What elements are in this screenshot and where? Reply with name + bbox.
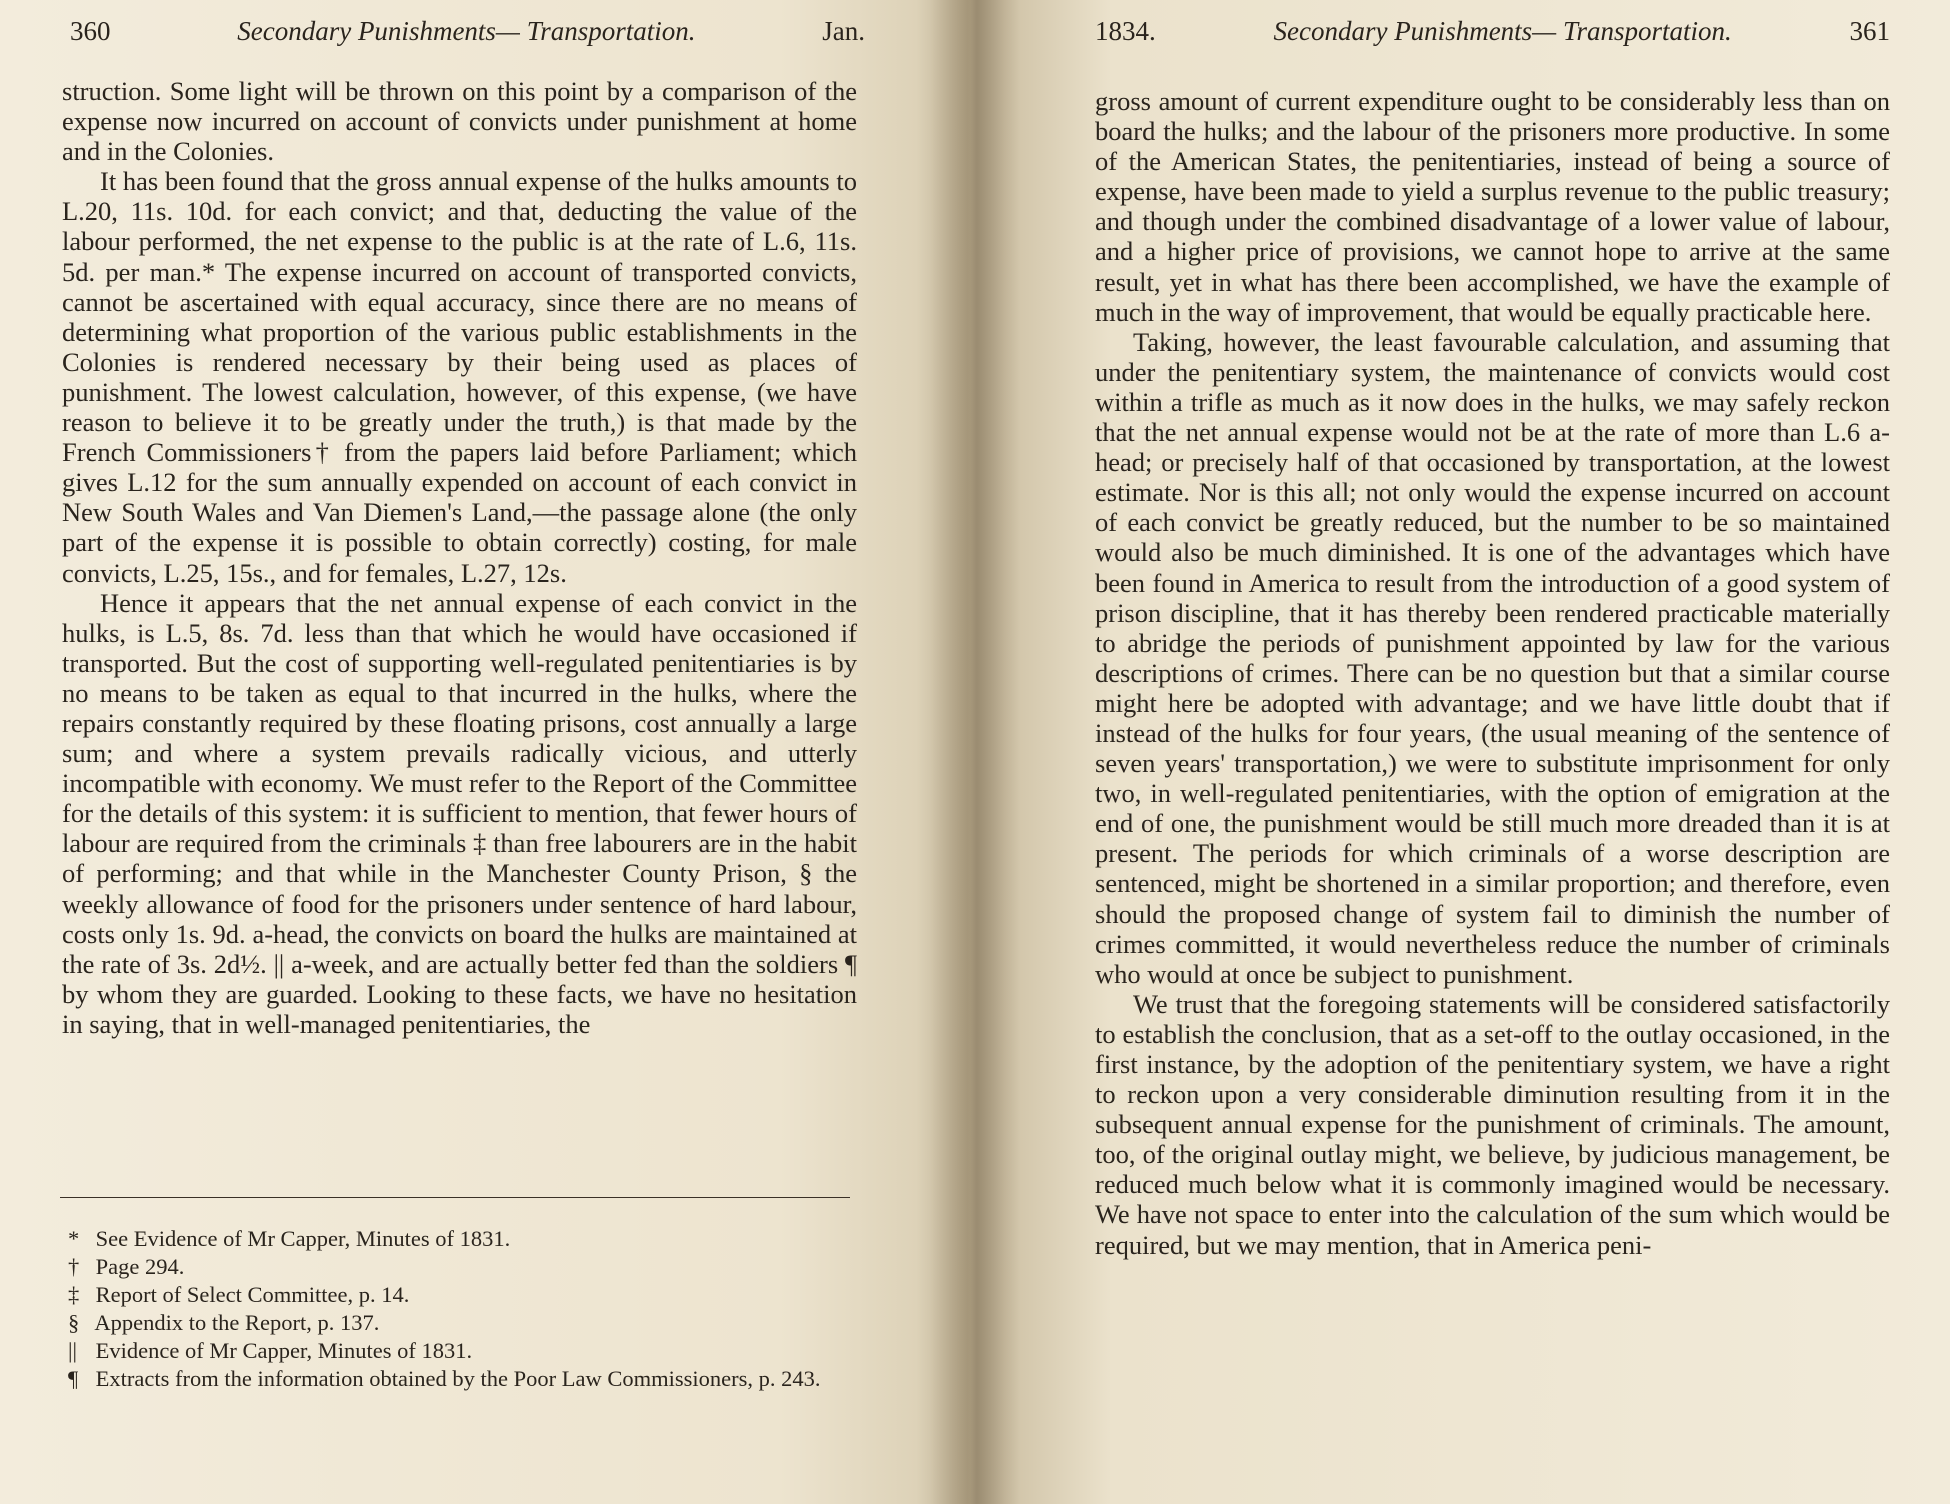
footnote-mark: †	[68, 1254, 80, 1279]
right-body-text	[1095, 86, 1890, 1260]
right-page	[975, 0, 1950, 1504]
right-running-title: Secondary Punishments— Transportation.	[1273, 16, 1732, 46]
right-page-number: 361	[1849, 16, 1890, 46]
footnote	[58, 1365, 858, 1393]
footnote	[58, 1309, 858, 1337]
footnote-mark: ||	[68, 1338, 78, 1363]
footnote-mark: §	[68, 1310, 80, 1335]
footnote	[58, 1225, 858, 1253]
left-running-title: Secondary Punishments— Transportation.	[237, 16, 696, 46]
left-page-number: 360	[70, 16, 111, 46]
footnote-mark: ‡	[68, 1282, 80, 1307]
left-paragraph-1: struction. Some light will be thrown on this point by a comparison of the expense now incurred on account of convicts under punishment at home and in the Colonies.	[62, 76, 857, 167]
footnote-text: Extracts from the information obtained by the Poor Law Commissioners, p. 243.	[95, 1366, 821, 1391]
footnote-text: Report of Select Committee, p. 14.	[95, 1282, 410, 1307]
left-running-head	[70, 16, 865, 56]
footnote-divider	[60, 1197, 850, 1198]
footnote	[58, 1281, 858, 1309]
right-paragraph-3: We trust that the foregoing statements will be considered satisfactorily to establish the conclusion, that as a set-off to the outlay occasioned, in the first instance, by the adoption of the penitentiary system, we have a right to reckon upon a very considerable diminution resulting from it in the subsequent annual expense for the punishment of criminals. The amount, too, of the original outlay might, we believe, by judicious management, be reduced much below what it is commonly imagined would be necessary. We have not space to enter into the calculation of the sum which would be required, but we may mention, that in America peni-	[1095, 988, 1890, 1260]
left-paragraph-3: Hence it appears that the net annual expense of each convict in the hulks, is L.5, 8s. 7d. less than that which he would have occasioned if transported. But the cost of supporting well-regulated penitentiaries is by no means to be taken as equal to that incurred in the hulks, where the repairs constantly required by these floating prisons, cost annually a large sum; and where a system prevails radically vicious, and utterly incompatible with economy. We must refer to the Report of the Committee for the details of this system: it is sufficient to mention, that fewer hours of labour are required from the criminals ‡ than free labourers are in the habit of performing; and that while in the Manchester County Prison, § the weekly allowance of food for the prisoners under sentence of hard labour, costs only 1s. 9d. a-head, the convicts on board the hulks are maintained at the rate of 3s. 2d½. || a-week, and are actually better fed than the soldiers ¶ by whom they are guarded. Looking to these facts, we have no hesitation in saying, that in well-managed penitentiaries, the	[62, 587, 857, 1039]
footnote-text: Appendix to the Report, p. 137.	[94, 1310, 380, 1335]
right-running-head	[1095, 16, 1890, 56]
footnote	[58, 1253, 858, 1281]
footnote	[58, 1337, 858, 1365]
right-paragraph-2: Taking, however, the least favourable calculation, and assuming that under the penitentiary system, the maintenance of convicts would cost within a trifle as much as it now does in the hulks, we may safely reckon that the net annual expense would not be at the rate of more than L.6 a-head; or precisely half of that occasioned by transportation, at the lowest estimate. Nor is this all; not only would the expense incurred on account of each convict be greatly reduced, but the number to be so maintained would also be much diminished. It is one of the advantages which have been found in America to result from the introduction of a good system of prison discipline, that it has thereby been rendered practicable materially to abridge the periods of punishment appointed by law for the various descriptions of crimes. There can be no question but that a similar course might here be adopted with advantage; and we have little doubt that if instead of the hulks for four years, (the usual meaning of the sentence of seven years' transportation,) we were to substitute imprisonment for only two, in well-regulated penitentiaries, with the option of emigration at the end of one, the punishment would be still much more dreaded than it is at present. The periods for which criminals of a worse description are sentenced, might be shortened in a similar proportion; and therefore, even should the proposed change of system fail to diminish the number of crimes committed, it would nevertheless reduce the number of criminals who would at once be subject to punishment.	[1095, 326, 1890, 989]
footnote-text: Page 294.	[95, 1254, 185, 1279]
left-running-month: Jan.	[822, 16, 865, 46]
footnote-text: Evidence of Mr Capper, Minutes of 1831.	[95, 1338, 473, 1363]
right-running-year: 1834.	[1095, 16, 1156, 46]
left-body-text	[62, 76, 857, 1039]
footnote-mark: ¶	[68, 1366, 79, 1391]
right-paragraph-1: gross amount of current expenditure ought to be considerably less than on board the hulks; and the labour of the prisoners more productive. In some of the American States, the penitentiaries, instead of being a source of expense, have been made to yield a surplus revenue to the public treasury; and though under the combined disadvantage of a lower value of labour, and a higher price of provisions, we cannot hope to arrive at the same result, yet in what has there been accomplished, we have the example of much in the way of improvement, that would be equally practicable here.	[1095, 86, 1890, 327]
footnote-mark: *	[68, 1226, 80, 1251]
left-paragraph-2: It has been found that the gross annual expense of the hulks amounts to L.20, 11s. 10d. for each convict; and that, deducting the value of the labour performed, the net expense to the public is at the rate of L.6, 11s. 5d. per man.* The expense incurred on account of transported convicts, cannot be ascertained with equal accuracy, since there are no means of determining what proportion of the various public establishments in the Colonies is rendered necessary by their being used as places of punishment. The lowest calculation, however, of this expense, (we have reason to believe it to be greatly under the truth,) is that made by the French Commissioners† from the papers laid before Parliament; which gives L.12 for the sum annually expended on account of each convict in New South Wales and Van Diemen's Land,—the passage alone (the only part of the expense it is possible to obtain correctly) costing, for male convicts, L.25, 15s., and for females, L.27, 12s.	[62, 166, 857, 588]
footnote-text: See Evidence of Mr Capper, Minutes of 1831.	[95, 1226, 511, 1251]
footnotes	[58, 1225, 858, 1393]
